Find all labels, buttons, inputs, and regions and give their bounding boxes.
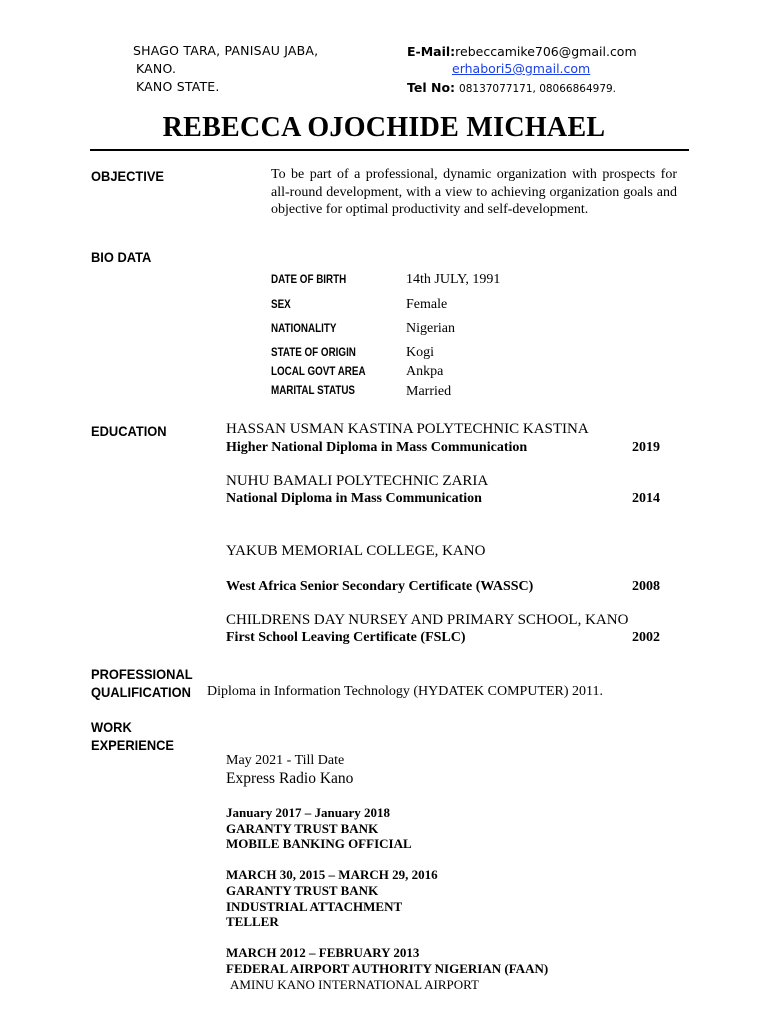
- edu-year-2: 2014: [632, 491, 660, 506]
- email-primary[interactable]: rebeccamike706@gmail.com: [455, 44, 637, 59]
- bio-label-state: STATE OF ORIGIN: [271, 345, 356, 359]
- job-1-date: May 2021 - Till Date: [226, 753, 345, 768]
- professional-heading-line1: PROFESSIONAL: [91, 666, 193, 682]
- edu-year-3: 2008: [632, 579, 660, 594]
- job-3-line-3: TELLER: [226, 914, 279, 929]
- bio-value-nationality: Nigerian: [406, 321, 455, 336]
- tel-value: 08137077171, 08066864979.: [459, 83, 617, 95]
- address-line-3: KANO STATE.: [136, 79, 220, 94]
- email-label: E-Mail:: [407, 44, 456, 59]
- edu-cert-2: National Diploma in Mass Communication: [226, 491, 482, 506]
- job-4-date: MARCH 2012 – FEBRUARY 2013: [226, 945, 420, 960]
- bio-value-lga: Ankpa: [406, 364, 444, 379]
- job-2-line-1: GARANTY TRUST BANK: [226, 821, 379, 836]
- job-2-date: January 2017 – January 2018: [226, 805, 390, 820]
- edu-cert-4: First School Leaving Certificate (FSLC): [226, 630, 466, 645]
- edu-school-3: YAKUB MEMORIAL COLLEGE, KANO: [226, 543, 486, 559]
- bio-value-state: Kogi: [406, 345, 434, 360]
- email-secondary-link[interactable]: erhabori5@gmail.com: [452, 61, 591, 76]
- bio-label-nationality: NATIONALITY: [271, 321, 337, 335]
- bio-heading: BIO DATA: [91, 249, 152, 265]
- bio-label-marital: MARITAL STATUS: [271, 383, 355, 397]
- bio-value-marital: Married: [406, 384, 452, 399]
- objective-heading: OBJECTIVE: [91, 168, 165, 184]
- objective-text: To be part of a professional, dynamic organization with prospects for all-round development, with a view to achieving organization goals and objective for optimal productivity and self-development.: [271, 167, 677, 217]
- edu-school-2: NUHU BAMALI POLYTECHNIC ZARIA: [226, 473, 489, 489]
- job-4-line-1: FEDERAL AIRPORT AUTHORITY NIGERIAN (FAAN): [226, 961, 549, 976]
- tel-row: [407, 79, 616, 97]
- edu-school-1: HASSAN USMAN KASTINA POLYTECHNIC KASTINA: [226, 421, 589, 437]
- address-line-1: SHAGO TARA, PANISAU JABA,: [133, 43, 319, 58]
- bio-value-sex: Female: [406, 297, 448, 312]
- education-heading: EDUCATION: [91, 423, 167, 439]
- work-heading-line1: WORK: [91, 719, 132, 735]
- edu-school-4: CHILDRENS DAY NURSEY AND PRIMARY SCHOOL, KANO: [226, 612, 629, 628]
- job-3-line-1: GARANTY TRUST BANK: [226, 883, 379, 898]
- email-row: [407, 43, 637, 61]
- job-3-line-2: INDUSTRIAL ATTACHMENT: [226, 899, 403, 914]
- address-line-2: KANO.: [136, 61, 177, 76]
- title-divider: [90, 149, 689, 151]
- job-4-line-2: AMINU KANO INTERNATIONAL AIRPORT: [230, 977, 479, 992]
- job-2-line-2: MOBILE BANKING OFFICIAL: [226, 836, 412, 851]
- professional-heading-line2: QUALIFICATION: [91, 684, 191, 700]
- bio-label-dob: DATE OF BIRTH: [271, 272, 347, 286]
- work-heading-line2: EXPERIENCE: [91, 737, 175, 753]
- tel-label: Tel No:: [407, 80, 456, 95]
- job-1-org: Express Radio Kano: [226, 770, 354, 787]
- edu-year-4: 2002: [632, 630, 660, 645]
- bio-value-dob: 14th JULY, 1991: [406, 272, 501, 287]
- edu-cert-3: West Africa Senior Secondary Certificate (WASSC): [226, 579, 534, 594]
- job-3-date: MARCH 30, 2015 – MARCH 29, 2016: [226, 867, 438, 882]
- professional-text: Diploma in Information Technology (HYDATEK COMPUTER) 2011.: [207, 684, 604, 699]
- edu-cert-1: Higher National Diploma in Mass Communication: [226, 440, 528, 455]
- edu-year-1: 2019: [632, 440, 660, 455]
- bio-label-sex: SEX: [271, 297, 291, 311]
- page-title: REBECCA OJOCHIDE MICHAEL: [162, 112, 606, 143]
- bio-label-lga: LOCAL GOVT AREA: [271, 364, 366, 378]
